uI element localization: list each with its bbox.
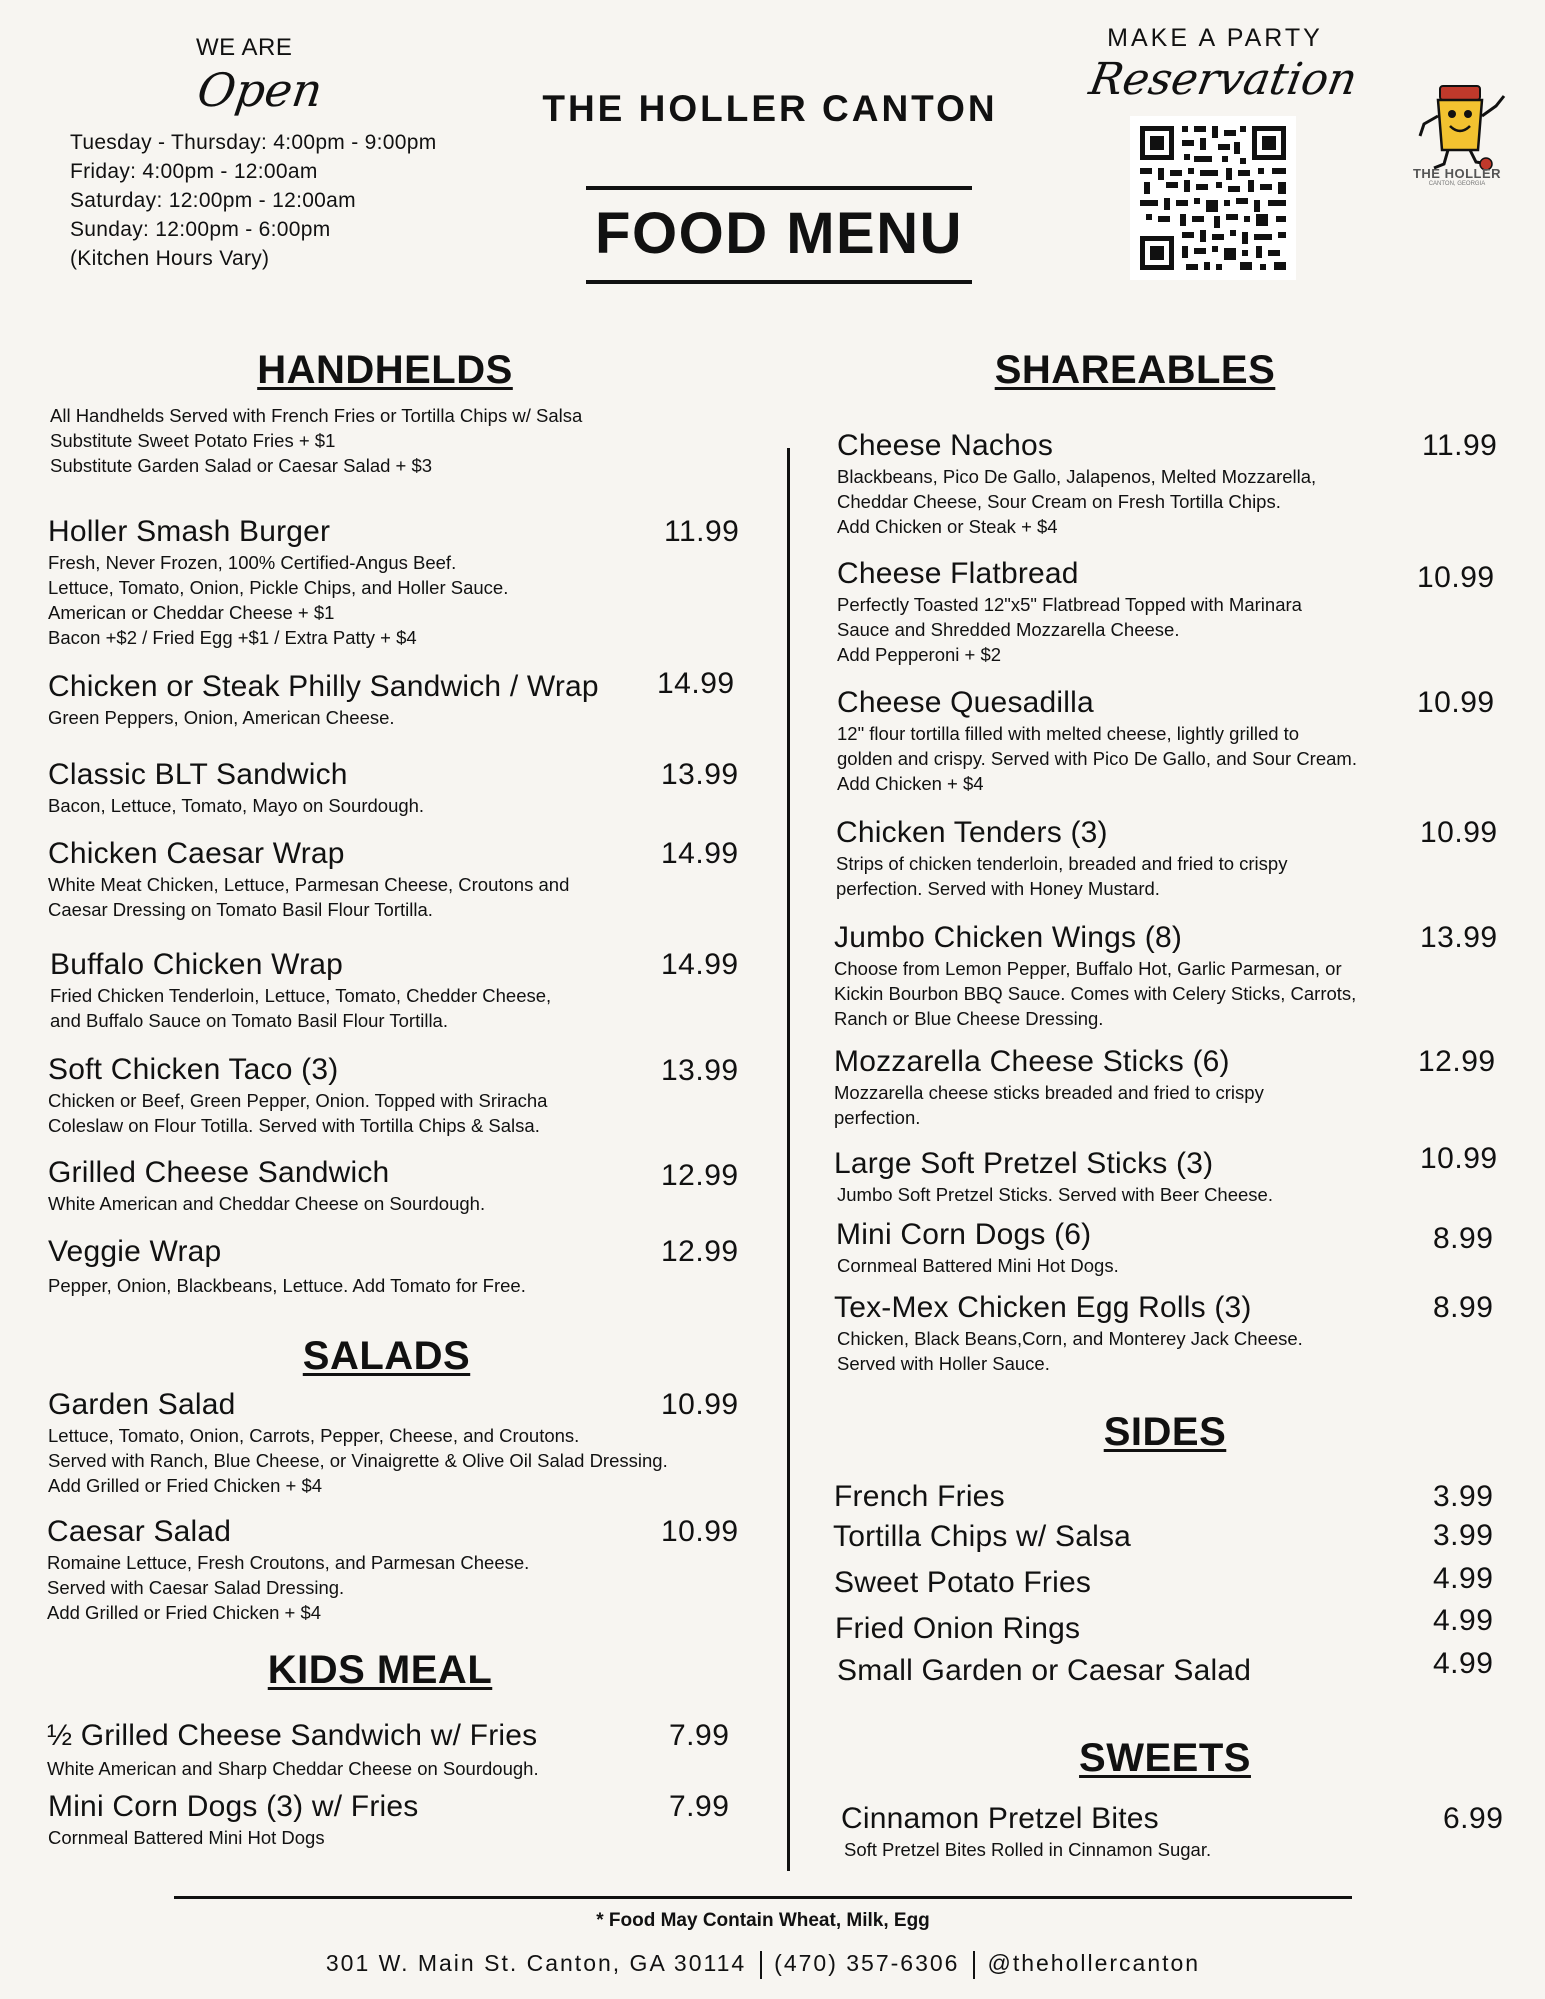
column-divider <box>787 448 790 1871</box>
sides-title: SIDES <box>1103 1410 1227 1454</box>
item-desc: Add Chicken + $4 <box>837 773 984 794</box>
qr-code-icon <box>1130 116 1296 280</box>
reservation-qr-code[interactable] <box>1130 116 1296 280</box>
item-price: 13.99 <box>1420 921 1498 954</box>
contact-line <box>174 1950 1352 1979</box>
item-desc: Soft Pretzel Bites Rolled in Cinnamon Sugar. <box>844 1839 1212 1860</box>
item-name: Soft Chicken Taco (3) <box>48 1053 339 1086</box>
item-desc: Cornmeal Battered Mini Hot Dogs. <box>837 1255 1119 1276</box>
item-name: Buffalo Chicken Wrap <box>50 948 344 981</box>
item-desc: Fried Chicken Tenderloin, Lettuce, Tomato, Chedder Cheese, <box>50 985 552 1006</box>
item-price: 14.99 <box>661 837 739 870</box>
item-desc: Add Chicken or Steak + $4 <box>837 516 1058 537</box>
item-price: 10.99 <box>1417 561 1495 594</box>
item-desc: and Buffalo Sauce on Tomato Basil Flour Tortilla. <box>50 1010 448 1031</box>
reservation-script-label: Reservation <box>1085 54 1362 105</box>
allergen-note: * Food May Contain Wheat, Milk, Egg <box>596 1910 930 1931</box>
hours-line: Friday: 4:00pm - 12:00am <box>70 160 318 183</box>
item-price: 6.99 <box>1443 1802 1504 1835</box>
item-name: Classic BLT Sandwich <box>48 758 348 791</box>
hours-line: Tuesday - Thursday: 4:00pm - 9:00pm <box>70 131 437 154</box>
handhelds-note: Substitute Sweet Potato Fries + $1 <box>50 430 336 451</box>
item-name: Holler Smash Burger <box>48 515 331 548</box>
footer-divider <box>174 1896 1352 1899</box>
logo-tagline: CANTON, GEORGIA <box>1428 181 1486 187</box>
item-price: 4.99 <box>1433 1562 1494 1595</box>
menu-item-buffalo-chicken-wrap <box>50 947 551 1033</box>
handhelds-title: HANDHELDS <box>257 348 513 392</box>
menu-item-chicken-tenders <box>836 815 1287 901</box>
item-price: 14.99 <box>657 667 735 700</box>
item-desc: 12" flour tortilla filled with melted cheese, lightly grilled to <box>837 723 1300 744</box>
menu-item-egg-rolls <box>834 1290 1303 1376</box>
item-price: 8.99 <box>1433 1291 1494 1324</box>
item-price: 14.99 <box>661 948 739 981</box>
menu-item-soft-chicken-taco <box>48 1052 547 1138</box>
item-name: Cheese Nachos <box>837 429 1054 462</box>
item-desc: Chicken or Beef, Green Pepper, Onion. Topped with Sriracha <box>48 1090 548 1111</box>
kids-meal-title: KIDS MEAL <box>267 1648 493 1692</box>
open-script-label: Open <box>194 63 326 117</box>
handhelds-notes <box>50 403 582 478</box>
reservation-block <box>1085 24 1362 107</box>
item-price: 4.99 <box>1433 1647 1494 1680</box>
item-name: Caesar Salad <box>47 1515 232 1548</box>
item-desc: Green Peppers, Onion, American Cheese. <box>48 707 395 728</box>
item-price: 12.99 <box>1418 1045 1496 1078</box>
address-text: 301 W. Main St. Canton, GA 30114 <box>325 1950 747 1976</box>
sweets-title: SWEETS <box>1079 1736 1251 1780</box>
item-desc: Cornmeal Battered Mini Hot Dogs <box>48 1827 325 1848</box>
menu-item-cheese-quesadilla <box>837 685 1357 796</box>
item-desc: Fresh, Never Frozen, 100% Certified-Angus Beef. <box>48 552 457 573</box>
menu-item-kids-corn-dogs <box>48 1789 418 1850</box>
item-desc: Bacon, Lettuce, Tomato, Mayo on Sourdough. <box>48 795 425 816</box>
item-desc: Kickin Bourbon BBQ Sauce. Comes with Celery Sticks, Carrots, <box>834 983 1357 1004</box>
item-desc: Served with Ranch, Blue Cheese, or Vinaigrette & Olive Oil Salad Dressing. <box>48 1450 668 1471</box>
menu-item-cheese-flatbread <box>837 556 1302 667</box>
menu-title: FOOD MENU <box>595 201 963 266</box>
menu-item-cheese-nachos <box>837 428 1316 539</box>
holler-logo <box>1404 78 1510 188</box>
menu-item-mini-corn-dogs <box>836 1217 1119 1278</box>
item-desc: Lettuce, Tomato, Onion, Pickle Chips, and Holler Sauce. <box>48 577 509 598</box>
item-price: 13.99 <box>661 758 739 791</box>
hours-line: (Kitchen Hours Vary) <box>70 247 270 270</box>
item-price: 10.99 <box>1417 686 1495 719</box>
item-price: 12.99 <box>661 1235 739 1268</box>
side-item-tortilla-chips <box>833 1519 1131 1555</box>
item-desc: Add Pepperoni + $2 <box>837 644 1002 665</box>
we-are-label: WE ARE <box>196 34 293 61</box>
side-item-french-fries <box>834 1479 1005 1515</box>
item-desc: White Meat Chicken, Lettuce, Parmesan Cheese, Croutons and <box>48 874 570 895</box>
menu-item-holler-smash-burger <box>48 514 508 650</box>
menu-item-caesar-salad <box>47 1514 529 1625</box>
item-desc: Jumbo Soft Pretzel Sticks. Served with Beer Cheese. <box>837 1184 1273 1205</box>
item-desc: Romaine Lettuce, Fresh Croutons, and Parmesan Cheese. <box>47 1552 530 1573</box>
item-desc: golden and crispy. Served with Pico De Gallo, and Sour Cream. <box>837 748 1357 769</box>
item-price: 10.99 <box>661 1388 739 1421</box>
item-price: 11.99 <box>664 515 740 548</box>
menu-item-mozzarella-sticks <box>834 1044 1264 1130</box>
side-item-onion-rings <box>835 1611 1080 1647</box>
menu-item-philly <box>48 669 599 730</box>
item-name: Jumbo Chicken Wings (8) <box>834 921 1183 954</box>
item-name: Sweet Potato Fries <box>834 1566 1092 1599</box>
item-name: Fried Onion Rings <box>835 1612 1081 1645</box>
item-desc: Caesar Dressing on Tomato Basil Flour Tortilla. <box>48 899 433 920</box>
item-name: Mozzarella Cheese Sticks (6) <box>834 1045 1230 1078</box>
item-name: Small Garden or Caesar Salad <box>837 1654 1252 1687</box>
item-desc: Served with Holler Sauce. <box>837 1353 1050 1374</box>
menu-item-garden-salad <box>48 1387 668 1498</box>
item-desc: Choose from Lemon Pepper, Buffalo Hot, Garlic Parmesan, or <box>834 958 1342 979</box>
item-name: Mini Corn Dogs (3) w/ Fries <box>48 1790 419 1823</box>
menu-item-pretzel-sticks <box>834 1146 1273 1207</box>
item-price: 13.99 <box>661 1054 739 1087</box>
item-price: 7.99 <box>669 1719 730 1752</box>
item-price: 3.99 <box>1433 1480 1494 1513</box>
item-desc: Perfectly Toasted 12"x5" Flatbread Topped with Marinara <box>837 594 1302 615</box>
item-desc: American or Cheddar Cheese + $1 <box>48 602 335 623</box>
item-desc: Lettuce, Tomato, Onion, Carrots, Pepper, Cheese, and Croutons. <box>48 1425 580 1446</box>
hours-block <box>70 34 510 273</box>
restaurant-name: THE HOLLER CANTON <box>542 88 998 129</box>
menu-item-classic-blt <box>48 757 424 818</box>
item-name: Chicken Caesar Wrap <box>48 837 345 870</box>
item-price: 3.99 <box>1433 1519 1494 1552</box>
item-price: 10.99 <box>1420 1142 1498 1175</box>
separator <box>973 1951 975 1979</box>
hours-line: Saturday: 12:00pm - 12:00am <box>70 189 356 212</box>
side-item-small-salad <box>837 1653 1251 1689</box>
item-desc: Ranch or Blue Cheese Dressing. <box>834 1008 1104 1029</box>
item-desc: Sauce and Shredded Mozzarella Cheese. <box>837 619 1180 640</box>
item-price: 10.99 <box>1420 816 1498 849</box>
menu-item-kids-grilled-cheese <box>47 1718 539 1781</box>
salads-title: SALADS <box>302 1334 471 1378</box>
item-desc: Blackbeans, Pico De Gallo, Jalapenos, Melted Mozzarella, <box>837 466 1317 487</box>
item-desc: White American and Sharp Cheddar Cheese on Sourdough. <box>47 1758 539 1779</box>
item-name: Tex-Mex Chicken Egg Rolls (3) <box>834 1291 1252 1324</box>
item-name: Chicken Tenders (3) <box>836 816 1108 849</box>
item-price: 4.99 <box>1433 1604 1494 1637</box>
item-desc: Coleslaw on Flour Totilla. Served with Tortilla Chips & Salsa. <box>48 1115 540 1136</box>
shareables-title: SHAREABLES <box>994 348 1276 392</box>
item-desc: Cheddar Cheese, Sour Cream on Fresh Tortilla Chips. <box>837 491 1281 512</box>
item-name: ½ Grilled Cheese Sandwich w/ Fries <box>47 1719 538 1752</box>
item-price: 7.99 <box>669 1790 730 1823</box>
menu-item-chicken-caesar-wrap <box>48 836 569 922</box>
handhelds-note: All Handhelds Served with French Fries or Tortilla Chips w/ Salsa <box>50 405 583 426</box>
item-desc: perfection. Served with Honey Mustard. <box>836 878 1160 899</box>
item-desc: Served with Caesar Salad Dressing. <box>47 1577 345 1598</box>
item-price: 11.99 <box>1422 429 1498 462</box>
item-name: Chicken or Steak Philly Sandwich / Wrap <box>48 670 599 703</box>
item-desc: Strips of chicken tenderloin, breaded and fried to crispy <box>836 853 1288 874</box>
party-label: MAKE A PARTY <box>1107 24 1323 52</box>
menu-item-cinnamon-pretzel-bites <box>841 1801 1211 1862</box>
item-name: Cheese Flatbread <box>837 557 1079 590</box>
menu-item-veggie-wrap <box>48 1234 526 1298</box>
item-name: Large Soft Pretzel Sticks (3) <box>834 1147 1214 1180</box>
item-desc: Add Grilled or Fried Chicken + $4 <box>48 1475 323 1496</box>
item-name: Cheese Quesadilla <box>837 686 1094 719</box>
side-item-sweet-potato-fries <box>834 1565 1091 1601</box>
item-desc: Add Grilled or Fried Chicken + $4 <box>47 1602 322 1623</box>
item-price: 10.99 <box>661 1515 739 1548</box>
item-desc: Chicken, Black Beans,Corn, and Monterey Jack Cheese. <box>837 1328 1303 1349</box>
phone-link[interactable]: (470) 357-6306 <box>774 1950 960 1976</box>
logo-wordmark: THE HOLLER <box>1412 166 1502 181</box>
item-name: Mini Corn Dogs (6) <box>836 1218 1092 1251</box>
item-desc: Mozzarella cheese sticks breaded and fried to crispy <box>834 1082 1264 1103</box>
menu-item-grilled-cheese <box>48 1155 485 1216</box>
hours-line: Sunday: 12:00pm - 6:00pm <box>70 218 331 241</box>
item-desc: White American and Cheddar Cheese on Sourdough. <box>48 1193 486 1214</box>
item-name: Veggie Wrap <box>48 1235 222 1268</box>
item-name: Grilled Cheese Sandwich <box>48 1156 390 1189</box>
item-desc: perfection. <box>834 1107 921 1128</box>
handhelds-note: Substitute Garden Salad or Caesar Salad + $3 <box>50 455 433 476</box>
social-handle-link[interactable]: @thehollercanton <box>987 1950 1201 1976</box>
menu-title-frame <box>586 186 972 284</box>
item-name: Cinnamon Pretzel Bites <box>841 1802 1159 1835</box>
menu-item-jumbo-chicken-wings <box>834 920 1356 1031</box>
item-price: 12.99 <box>661 1159 739 1192</box>
item-name: French Fries <box>834 1480 1005 1513</box>
item-price: 8.99 <box>1433 1222 1494 1255</box>
item-name: Garden Salad <box>48 1388 236 1421</box>
item-name: Tortilla Chips w/ Salsa <box>833 1520 1132 1553</box>
item-desc: Bacon +$2 / Fried Egg +$1 / Extra Patty + $4 <box>48 627 417 648</box>
item-desc: Pepper, Onion, Blackbeans, Lettuce. Add Tomato for Free. <box>48 1275 526 1296</box>
separator <box>760 1951 762 1979</box>
